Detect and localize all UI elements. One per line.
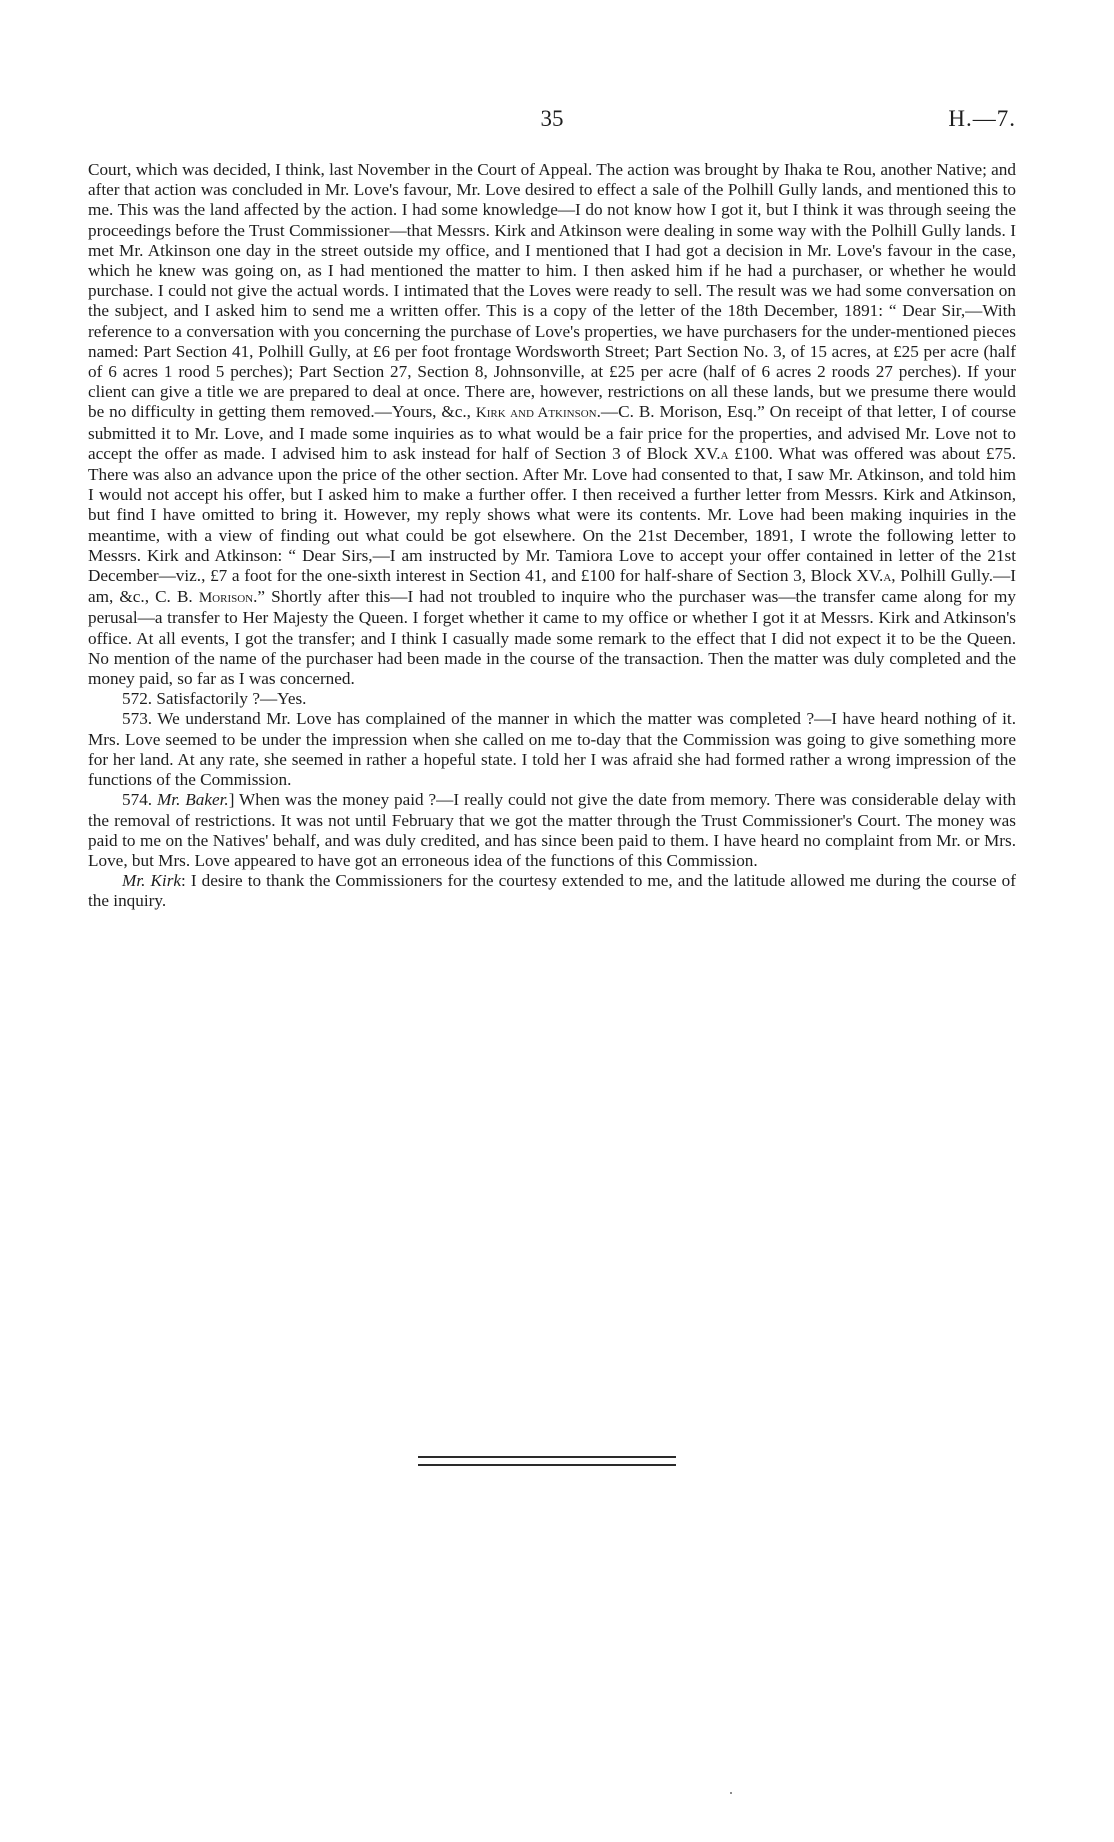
- text-segment: , Polhill Gully.—I am, &c., C. B.: [88, 566, 1016, 607]
- text-segment: .” Shortly after this—I had not troubled to inquire who the purchaser was—the transfer came along for my perusal—a transfer to Her Majesty the Queen. I forget whether it came to my office or whether I got it at Messrs. Kirk and Atkinson's office. At all events, I got the transfer; and I think I casually made some remark to the effect that I did not expect it to be the Queen. No mention of the name of the purchaser had been made in the course of the transaction. Then the matter was duly completed and the money paid, so far as I was concerned.: [88, 587, 1016, 689]
- text-segment: .—C. B. Morison, Esq.” On receipt of that letter, I of course submitted it to Mr. Love, and I made some inquiries as to what would be a fair price for the properties, and advised Mr. Love not to accept the offer as made. I advised him to ask instead for half of Section 3 of Block XV.: [88, 402, 1016, 463]
- question-number: 574.: [122, 790, 157, 810]
- block-suffix: a: [720, 446, 729, 463]
- speaker-name: Mr. Kirk: [122, 871, 182, 891]
- small-caps-name: Morison: [198, 590, 254, 607]
- section-end-rule: [418, 1456, 676, 1466]
- block-suffix: a: [883, 569, 892, 586]
- question-574: [88, 790, 1016, 871]
- body-text: [88, 160, 1016, 912]
- statement-text: : I desire to thank the Commissioners for the courtesy extended to me, and the latitude allowed me during the course of the inquiry.: [88, 871, 1016, 911]
- text-segment: £100. What was offered was about £75. There was also an advance upon the price of the other section. After Mr. Love had consented to that, I saw Mr. Atkinson, and told him I would not accept his offer, but I asked him to make a further offer. I then received a further letter from Messrs. Kirk and Atkinson, but find I have omitted to bring it. However, my reply shows what were its contents. Mr. Love had been making inquiries in the meantime, with a view of finding out what could be got elsewhere. On the 21st December, 1891, I wrote the following letter to Messrs. Kirk and Atkinson: “ Dear Sirs,—I am instructed by Mr. Tamiora Love to accept your offer contained in letter of the 21st December—viz., £7 a foot for the one-sixth interest in Section 41, and £100 for half-share of Section 3, Block XV.: [88, 443, 1016, 586]
- paper-reference: H.—7.: [948, 106, 1016, 131]
- page-header: [88, 106, 1016, 136]
- paragraph-testimony: [88, 160, 1016, 689]
- scan-speck: [730, 1792, 732, 1794]
- text-segment: Court, which was decided, I think, last November in the Court of Appeal. The action was brought by Ihaka te Rou, another Native; and after that action was concluded in Mr. Love's favour, Mr. Love desired to effect a sale of the Polhill Gully lands, and mentioned this to me. This was the land affected by the action. I had some knowledge—I do not know how I got it, but I think it was through seeing the proceedings before the Trust Commissioner—that Messrs. Kirk and Atkinson were dealing in some way with the Polhill Gully lands. I met Mr. Atkinson one day in the street outside my office, and I mentioned that I had got a decision in Mr. Love's favour in the case, which he knew was going on, as I had mentioned the matter to him. I then asked him if he had a purchaser, or whether he would purchase. I could not give the actual words. I intimated that the Loves were ready to sell. The result was we had some conversation on the subject, and I asked him to send me a written offer. This is a copy of the letter of the 18th December, 1891: “ Dear Sir,—With reference to a conversation with you concerning the purchase of Love's properties, we have purchasers for the under-mentioned pieces named: Part Section 41, Polhill Gully, at £6 per foot frontage Wordsworth Street; Part Section No. 3, of 15 acres, at £25 per acre (half of 6 acres 1 rood 5 perches); Part Section 27, Section 8, Johnsonville, at £25 per acre (half of 6 acres 2 roods 27 perches). If your client can give a title we are prepared to deal at once. There are, however, restrictions on all these lands, but we presume there would be no difficulty in getting them removed.—Yours, &c.,: [88, 160, 1016, 422]
- question-572: 572. Satisfactorily ?—Yes.: [122, 689, 307, 709]
- page-number: 35: [540, 106, 564, 131]
- question-573: 573. We understand Mr. Love has complained of the manner in which the matter was completed ?—I have heard nothing of it. Mrs. Love seemed to be under the impression when she called on me to-day that the Commission was going to give something more for her land. At any rate, she seemed in rather a hopeful state. I told her I was afraid she had formed rather a wrong impression of the functions of the Commission.: [88, 709, 1016, 790]
- small-caps-name: Kirk and Atkinson: [475, 405, 597, 422]
- speaker-name: Mr. Baker.: [156, 790, 229, 810]
- question-text: ] When was the money paid ?—I really could not give the date from memory. There was considerable delay with the removal of restrictions. It was not until February that we got the matter through the Trust Commissioner's Court. The money was paid to me on the Natives' behalf, and was duly credited, and has since been paid to them. I have heard no complaint from Mr. or Mrs. Love, but Mrs. Love appeared to have got an erroneous idea of the functions of this Commission.: [88, 790, 1017, 870]
- closing-statement: [88, 871, 1016, 911]
